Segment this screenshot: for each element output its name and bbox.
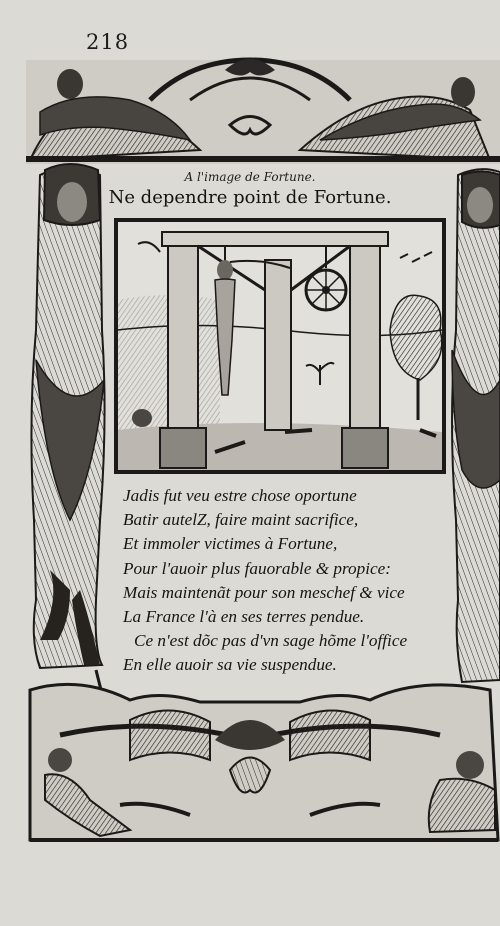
verse-line: Pour l'auoir plus fauorable & propice: [123,558,392,578]
verse-line: Ce n'est dõc pas d'vn sage hõme l'office [134,631,408,651]
strapwork-cartouche-icon [30,684,498,842]
draped-caryatid-right-icon [452,169,500,682]
verse-line: Et immoler victimes à Fortune, [123,534,338,554]
verse-line: En elle auoir sa vie suspendue. [123,655,337,675]
verse-line: Jadis fut veu estre chose oportune [123,486,357,505]
emblem-verse [123,484,453,678]
fortune-gallows-woodcut-icon [116,220,444,472]
draped-caryatid-left-icon [31,164,104,702]
verse-line: Batir autelZ, faire maint sacrifice, [123,510,359,530]
emblem-motto: A l'image de Fortune. [184,170,316,184]
reclining-figures-scrollwork-icon [26,59,500,164]
page-number: 218 [86,30,130,54]
emblem-title: Ne dependre point de Fortune. [108,187,392,208]
verse-line: Mais maintenãt pour son meschef & vice [123,582,405,602]
verse-line: La France l'à en ses terres pendue. [123,607,365,627]
